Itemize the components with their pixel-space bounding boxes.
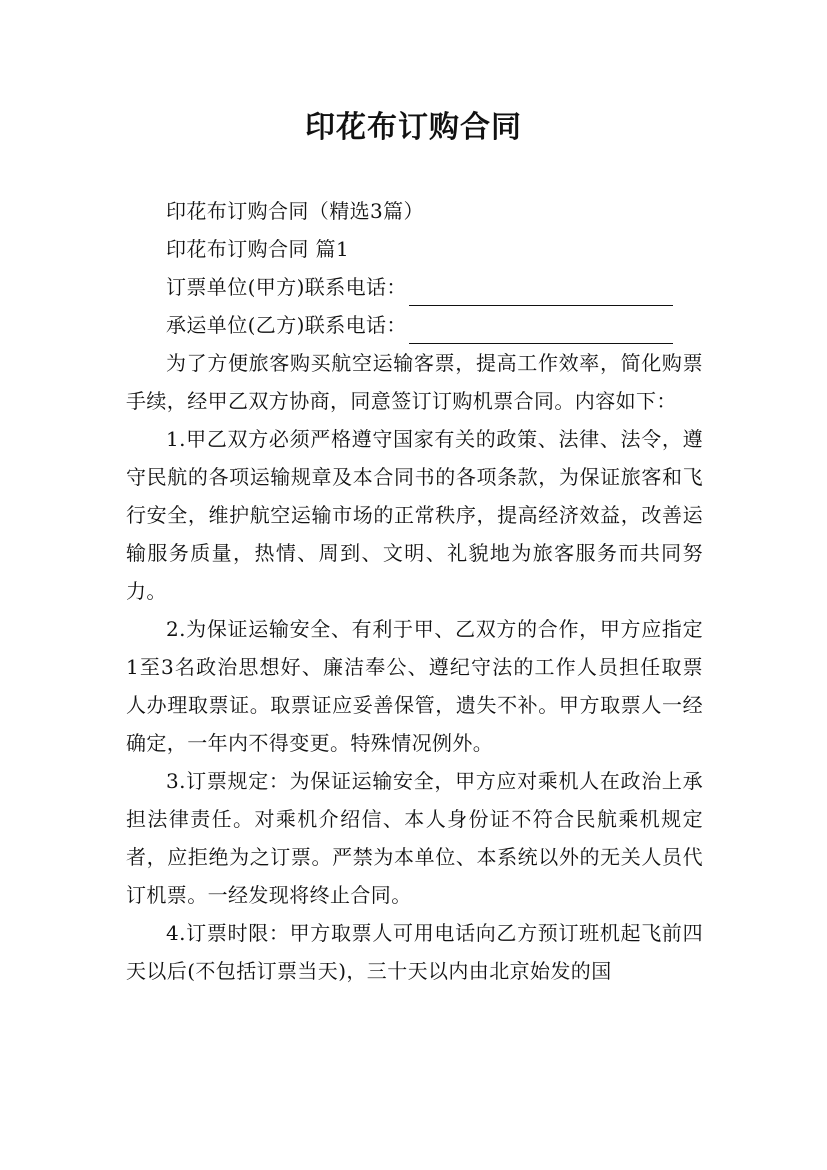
clause-4: 4.订票时限：甲方取票人可用电话向乙方预订班机起飞前四天以后(不包括订票当天)，三十天以内由北京始发的国 xyxy=(126,921,703,983)
section-heading: 印花布订购合同 篇1 xyxy=(166,237,350,261)
party-a-phone-blank xyxy=(409,283,673,306)
clause-3: 3.订票规定：为保证运输安全，甲方应对乘机人在政治上承担法律责任。对乘机介绍信、本人身份证不符合民航乘机规定者，应拒绝为之订票。严禁为本单位、本系统以外的无关人员代订机票。一经发现将终止合同。 xyxy=(126,769,703,907)
document-title: 印花布订购合同 xyxy=(305,110,522,145)
party-b-label: 承运单位(乙方)联系电话： xyxy=(166,313,407,337)
party-b-phone-line xyxy=(126,306,703,344)
document-body xyxy=(126,192,703,990)
party-a-phone-line xyxy=(126,268,703,306)
party-a-label: 订票单位(甲方)联系电话： xyxy=(166,275,407,299)
clause-2: 2.为保证运输安全、有利于甲、乙双方的合作，甲方应指定1至3名政治思想好、廉洁奉公、遵纪守法的工作人员担任取票人办理取票证。取票证应妥善保管，遗失不补。甲方取票人一经确定，一年内不得变更。特殊情况例外。 xyxy=(126,617,703,755)
party-b-phone-blank xyxy=(409,321,673,344)
subtitle-line: 印花布订购合同（精选3篇） xyxy=(166,199,424,223)
intro-paragraph: 为了方便旅客购买航空运输客票，提高工作效率，简化购票手续，经甲乙双方协商，同意签订订购机票合同。内容如下： xyxy=(126,351,703,413)
clause-1: 1.甲乙双方必须严格遵守国家有关的政策、法律、法令，遵守民航的各项运输规章及本合同书的各项条款，为保证旅客和飞行安全，维护航空运输市场的正常秩序，提高经济效益，改善运输服务质量，热情、周到、文明、礼貌地为旅客服务而共同努力。 xyxy=(126,427,703,603)
